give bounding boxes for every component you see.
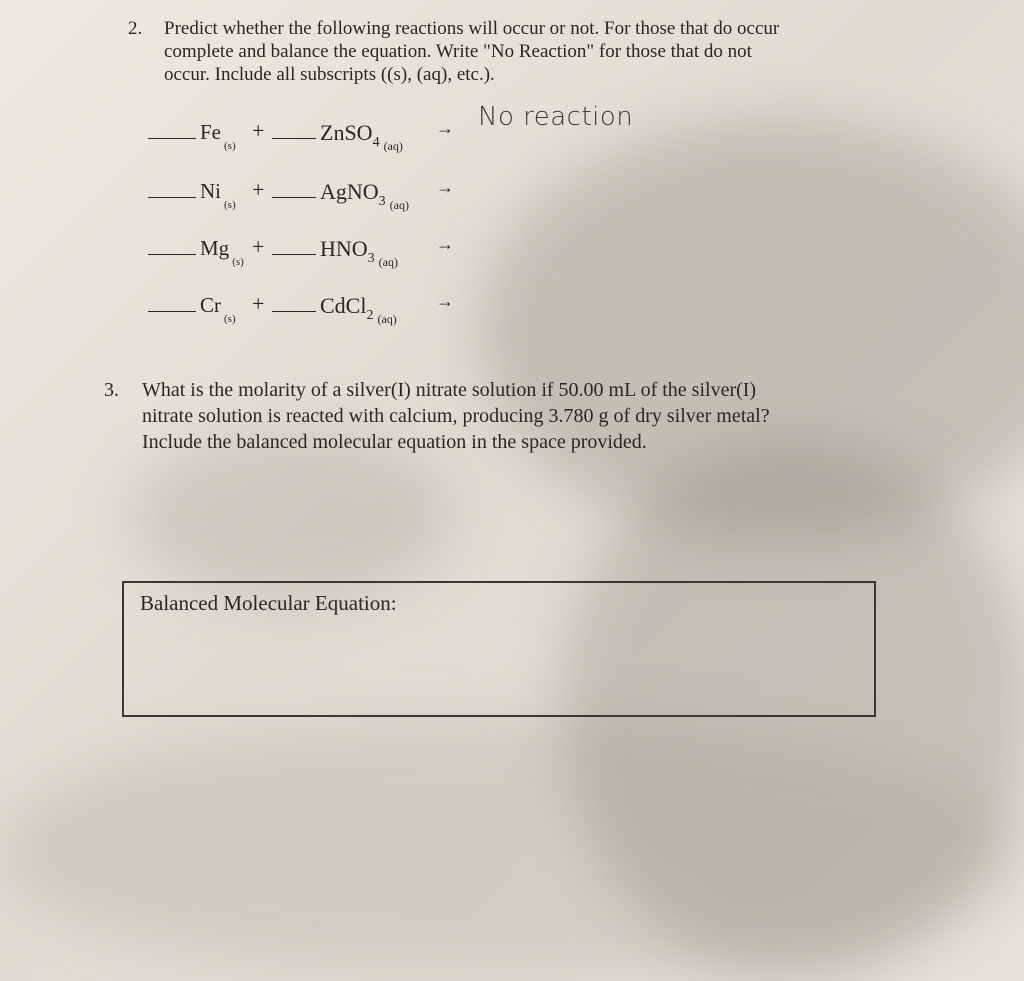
page-shadow [0,720,1024,980]
metal-reactant: $Mg_{(s)}$ [200,236,244,268]
compound-reactant: AgNO$_3$ $_{(aq)}$ [320,179,409,212]
question-line: Predict whether the following reactions will occur or not. For those that do occur [164,18,780,39]
coefficient-blank[interactable] [272,197,316,198]
compound-reactant: $HNO_3$ $_{(aq)}$ [320,236,398,269]
coefficient-blank[interactable] [272,138,316,139]
question-text [164,17,779,86]
coefficient-blank[interactable] [148,197,196,198]
plus-sign: + [252,234,265,259]
reaction-arrow: → [436,118,454,138]
answer-box-label: Balanced Molecular Equation: [140,591,397,615]
plus-sign: + [252,118,265,143]
question-number: 3. [104,379,119,401]
coefficient-blank[interactable] [272,254,316,255]
question-text [142,377,770,455]
reaction-arrow: → [436,234,454,254]
plus-sign: + [252,177,265,202]
metal-reactant: $Cr_{(s)}$ [200,293,236,325]
hand-shadow [130,430,450,600]
plus-sign: + [252,291,265,316]
reaction-arrow: → [436,177,454,197]
coefficient-blank[interactable] [148,254,196,255]
question-line: What is the molarity of a silver(I) nitrate solution if 50.00 mL of the silver(I) [142,379,757,401]
balanced-equation-box[interactable] [122,581,876,717]
metal-reactant: $Fe_{(s)}$ [200,120,236,152]
compound-reactant: ZnSO$_4$ $_{(aq)}$ [320,120,403,153]
reaction-arrow: → [436,291,454,311]
handwritten-answer: No reaction [478,102,634,132]
compound-reactant: CdCl$_2$ $_{(aq)}$ [320,293,397,326]
reaction-row [148,175,628,215]
reaction-row [148,232,628,272]
coefficient-blank[interactable] [148,138,196,139]
reaction-row [148,289,628,329]
question-line: Include the balanced molecular equation in the space provided. [142,431,647,453]
coefficient-blank[interactable] [272,311,316,312]
metal-reactant: $Ni_{(s)}$ [200,179,236,211]
question-number: 2. [128,18,143,39]
question-line: occur. Include all subscripts ((s), (aq), etc.). [164,64,495,85]
question-line: nitrate solution is reacted with calcium, producing 3.780 g of dry silver metal? [142,405,770,427]
coefficient-blank[interactable] [148,311,196,312]
question-line: complete and balance the equation. Write "No Reaction" for those that do not [164,41,752,62]
reaction-row [148,102,634,156]
